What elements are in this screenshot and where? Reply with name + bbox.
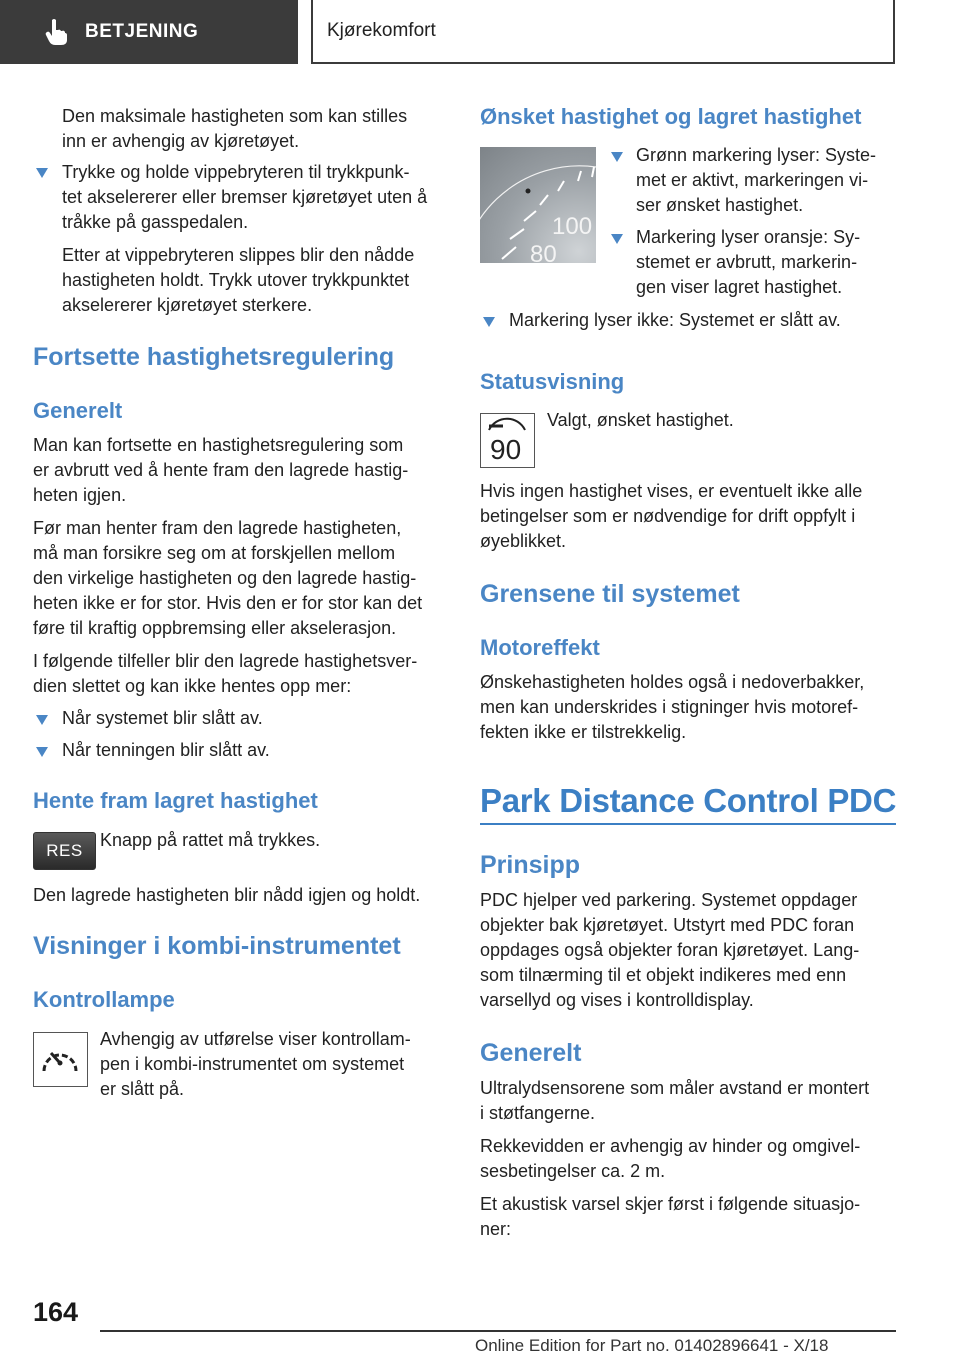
text-line: Hvis ingen hastighet vises, er eventuelt ikke alle (480, 481, 863, 501)
heading-visninger: Visninger i kombi-instrumentet (33, 932, 401, 960)
text-line: I følgende tilfeller blir den lagrede hastighetsver- (33, 651, 418, 671)
text-line: met er aktivt, markeringen vi- (636, 170, 869, 190)
hand-pointer-icon (44, 18, 68, 46)
text-line: PDC hjelper ved parkering. Systemet oppdager (480, 890, 858, 910)
text-line: oppdages også objekter foran kjøretøyet. Lang- (480, 940, 860, 960)
text-line: Ultralydsensorene som måler avstand er montert (480, 1078, 870, 1098)
text-line: Den maksimale hastigheten som kan stilles (62, 106, 408, 126)
heading-generelt: Generelt (33, 398, 123, 423)
heading-generelt-right: Generelt (480, 1039, 582, 1067)
heading-motoreffekt: Motoreffekt (480, 635, 600, 660)
footer-rule (100, 1330, 896, 1332)
text-line: Når tenningen blir slått av. (62, 740, 270, 760)
text-line: Når systemet blir slått av. (62, 708, 263, 728)
text-line: tråkke på gasspedalen. (62, 212, 249, 232)
bullet-triangle-icon (611, 234, 623, 244)
text-line: føre til kraftig oppbremsing eller akselerasjon. (33, 618, 397, 638)
text-line: er avbrutt ved å hente fram den lagrede hastig- (33, 460, 409, 480)
bullet-triangle-icon (36, 168, 48, 178)
text-line: heten igjen. (33, 485, 127, 505)
text-line: objekter bak kjøretøyet. Utstyrt med PDC foran (480, 915, 855, 935)
text-line: Man kan fortsette en hastighetsregulering som (33, 435, 404, 455)
text-line: i støtfangerne. (480, 1103, 596, 1123)
text-line: ner: (480, 1219, 512, 1239)
text-line: akselererer kjøretøyet sterkere. (62, 295, 313, 315)
gauge-label-100: 100 (552, 213, 593, 240)
footer-edition: Online Edition for Part no. 01402896641 - X/18 (475, 1336, 829, 1355)
res-button-image (33, 832, 96, 870)
heading-hente: Hente fram lagret hastighet (33, 788, 318, 813)
heading-grensene: Grensene til systemet (480, 580, 740, 608)
text-line: Knapp på rattet må trykkes. (100, 830, 321, 850)
text-line: Valgt, ønsket hastighet. (547, 410, 734, 430)
status-speed-number: 90 (490, 434, 522, 465)
text-line: Markering lyser ikke: Systemet er slått av. (509, 310, 841, 330)
chapter-title: Kjørekomfort (327, 20, 436, 41)
bullet-triangle-icon (483, 317, 495, 327)
heading-statusvisning: Statusvisning (480, 369, 625, 394)
text-line: Den lagrede hastigheten blir nådd igjen og holdt. (33, 885, 421, 905)
text-line: hastigheten holdt. Trykk utover trykkpunktet (62, 270, 410, 290)
res-button-label: RES (46, 841, 83, 860)
text-line: ser ønsket hastighet. (636, 195, 804, 215)
text-line: Før man henter fram den lagrede hastigheten, (33, 518, 402, 538)
text-line: må man forsikre seg om at forskjellen mellom (33, 543, 396, 563)
text-line: Grønn markering lyser: Syste- (636, 145, 877, 165)
text-line: Et akustisk varsel skjer først i følgende situasjo- (480, 1194, 861, 1214)
text-line: pen i kombi-instrumentet om systemet (100, 1054, 405, 1074)
bullet-triangle-icon (611, 152, 623, 162)
text-line: fekten ikke er tilstrekkelig. (480, 722, 687, 742)
text-line: Ønskehastigheten holdes også i nedoverbakker, (480, 672, 865, 692)
heading-fortsette: Fortsette hastighetsregulering (33, 343, 395, 371)
text-line: den virkelige hastigheten og den lagrede hastig- (33, 568, 417, 588)
speedometer-gauge-image (480, 147, 596, 263)
text-line: heten ikke er for stor. Hvis den er for stor kan det (33, 593, 423, 613)
text-line: Avhengig av utførelse viser kontrollam- (100, 1029, 411, 1049)
text-line: men kan underskrides i stigninger hvis motoref- (480, 697, 859, 717)
heading-onsket: Ønsket hastighet og lagret hastighet (480, 104, 862, 129)
status-display-icon (480, 413, 535, 468)
text-line: dien slettet og kan ikke hentes opp mer: (33, 676, 352, 696)
page-number: 164 (33, 1297, 79, 1327)
bullet-triangle-icon (36, 747, 48, 757)
text-line: stemet er avbrutt, markerin- (636, 252, 858, 272)
text-line: er slått på. (100, 1079, 185, 1099)
gauge-label-80: 80 (530, 241, 557, 263)
section-title: BETJENING (85, 21, 199, 42)
heading-kontrollampe: Kontrollampe (33, 987, 175, 1012)
section-tab (0, 0, 298, 64)
text-line: som tilnærming til et objekt indikeres med enn (480, 965, 847, 985)
heading-underline (480, 823, 896, 825)
text-line: varsellyd og vises i kontrolldisplay. (480, 990, 754, 1010)
bullet-triangle-icon (36, 715, 48, 725)
heading-pdc: Park Distance Control PDC (480, 782, 897, 819)
text-line: øyeblikket. (480, 531, 567, 551)
text-line: betingelser som er nødvendige for drift oppfylt i (480, 506, 856, 526)
speedometer-lamp-icon (33, 1032, 88, 1087)
text-line: Rekkevidden er avhengig av hinder og omgivel- (480, 1136, 861, 1156)
text-line: inn er avhengig av kjøretøyet. (62, 131, 300, 151)
text-line: Markering lyser oransje: Sy- (636, 227, 861, 247)
text-line: gen viser lagret hastighet. (636, 277, 843, 297)
text-line: Etter at vippebryteren slippes blir den nådde (62, 245, 415, 265)
chapter-tab (311, 0, 895, 64)
text-line: tet akselererer eller bremser kjøretøyet uten å (62, 187, 428, 207)
text-line: sesbetingelser ca. 2 m. (480, 1161, 666, 1181)
heading-prinsipp: Prinsipp (480, 851, 581, 879)
text-line: Trykke og holde vippebryteren til trykkpunk- (62, 162, 410, 182)
